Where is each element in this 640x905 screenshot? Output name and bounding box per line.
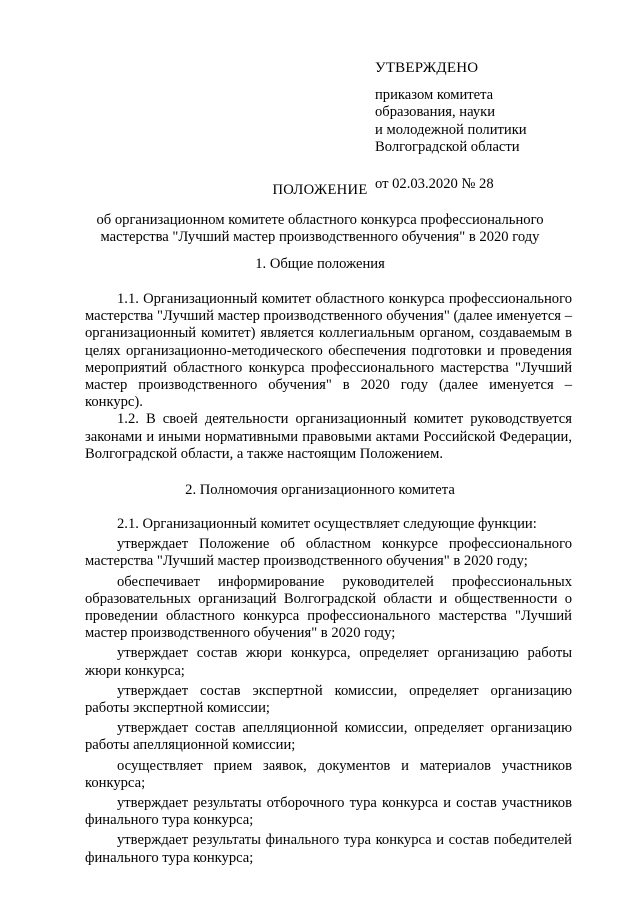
approval-title: УТВЕРЖДЕНО [375, 60, 479, 76]
function-item: утверждает результаты финального тура конкурса и состав победителей финального тура конкурса; [85, 832, 572, 866]
document-subtitle [80, 212, 560, 246]
approval-line: приказом комитета [375, 87, 494, 104]
section-2-body [85, 516, 572, 870]
section-1-body [85, 291, 572, 463]
function-item: утверждает Положение об областном конкурсе профессионального мастерства "Лучший мастер производственного обучения" в 2020 году; [85, 536, 572, 570]
approval-stamp [375, 60, 615, 193]
function-item: обеспечивает информирование руководителей профессиональных образовательных организаций Волгоградской области и общественности о проведении областного конкурса профессионального мастерства "Лучший мастер производственного обучения" в 2020 году; [85, 573, 572, 642]
section-2-heading: 2. Полномочия организационного комитета [185, 482, 455, 498]
section-1-heading: 1. Общие положения [255, 256, 385, 272]
function-item: осуществляет прием заявок, документов и материалов участников конкурса; [85, 757, 572, 791]
document-title: ПОЛОЖЕНИЕ [272, 182, 368, 198]
approval-line: Волгоградской области [375, 138, 520, 155]
function-item: утверждает состав жюри конкурса, определяет организацию работы жюри конкурса; [85, 645, 572, 679]
paragraph-1-1: 1.1. Организационный комитет областного конкурса профессионального мастерства "Лучший мастер производственного обучения" (далее именуется – организационный комитет) является коллегиальным органом, создаваемым в целях организационно-методического обеспечения подготовки и проведения мероприятий областного конкурса профессионального мастерства "Лучший мастер производственного обучения" в 2020 году (далее именуется – конкурс). [85, 291, 572, 411]
function-item: утверждает результаты отборочного тура конкурса и состав участников финального тура конкурса; [85, 795, 572, 829]
document-subtitle-line: мастерства "Лучший мастер производственного обучения" в 2020 году [100, 229, 540, 246]
paragraph-2-1-intro: 2.1. Организационный комитет осуществляет следующие функции: [117, 516, 537, 532]
document-subtitle-line: об организационном комитете областного конкурса профессионального [96, 212, 544, 228]
function-item: утверждает состав апелляционной комиссии, определяет организацию работы апелляционной комиссии; [85, 720, 572, 754]
approval-line: образования, науки [375, 104, 496, 121]
approval-date: от 02.03.2020 № 28 [375, 176, 494, 193]
paragraph-1-2: 1.2. В своей деятельности организационный комитет руководствуется законами и иными нормативными правовыми актами Российской Федерации, Волгоградской области, а также настоящим Положением. [85, 411, 572, 462]
function-item: утверждает состав экспертной комиссии, определяет организацию работы экспертной комиссии; [85, 682, 572, 717]
approval-line: и молодежной политики [375, 121, 527, 138]
